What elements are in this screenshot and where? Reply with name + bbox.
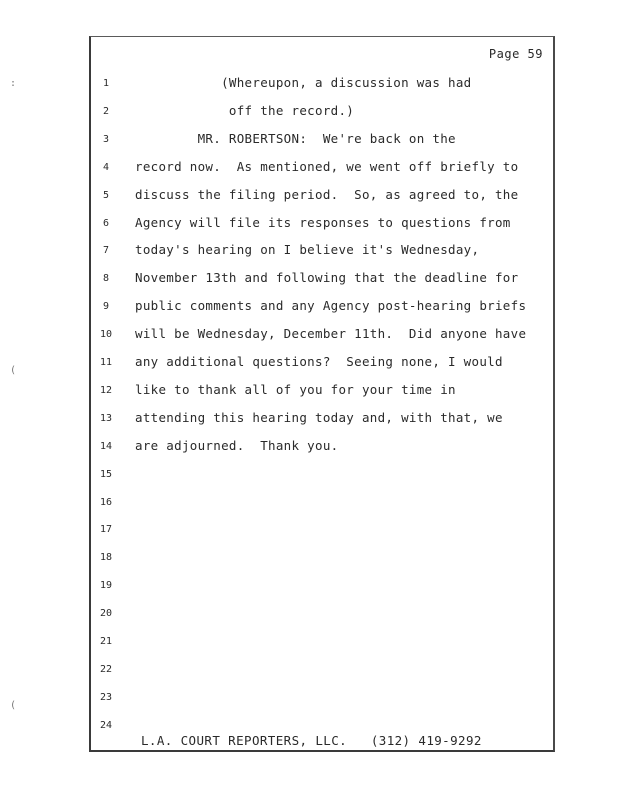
line-number: 9 <box>102 301 110 313</box>
transcript-line <box>91 159 553 179</box>
line-text: Agency will file its responses to questions from <box>135 214 511 230</box>
transcript-line <box>91 605 553 625</box>
line-number: 15 <box>99 468 113 480</box>
line-number: 13 <box>99 412 113 424</box>
line-text: public comments and any Agency post-hearing briefs <box>135 298 527 314</box>
transcript-line <box>91 521 553 541</box>
reporter-footer: L.A. COURT REPORTERS, LLC. (312) 419-9292 <box>141 733 482 748</box>
line-number: 16 <box>99 496 113 508</box>
line-number: 11 <box>99 357 113 368</box>
line-number: 22 <box>99 663 113 675</box>
line-number: 18 <box>99 552 113 564</box>
line-number: 4 <box>102 161 110 173</box>
transcript-page <box>89 36 555 752</box>
line-number: 5 <box>102 189 110 201</box>
line-text: attending this hearing today and, with that, we <box>135 409 503 425</box>
margin-mark-middle: ( <box>10 365 17 376</box>
line-number: 20 <box>99 608 113 620</box>
line-text: like to thank all of you for your time in <box>135 381 456 397</box>
line-text: November 13th and following that the deadline for <box>135 270 519 286</box>
transcript-line <box>91 438 553 458</box>
transcript-line <box>91 326 553 346</box>
transcript-line <box>91 494 553 514</box>
transcript-line <box>91 354 553 374</box>
transcript-line <box>91 215 553 235</box>
line-text: any additional questions? Seeing none, I would <box>135 354 503 369</box>
line-number: 19 <box>99 580 113 592</box>
line-number: 6 <box>102 217 110 229</box>
transcript-line <box>91 103 553 123</box>
line-text: are adjourned. Thank you. <box>135 437 339 453</box>
margin-mark-top: : <box>10 78 17 89</box>
transcript-line <box>91 298 553 318</box>
line-number: 14 <box>99 440 113 452</box>
transcript-line <box>91 549 553 569</box>
transcript-line <box>91 661 553 681</box>
line-number: 8 <box>102 273 110 285</box>
line-number: 23 <box>99 691 113 703</box>
line-number: 7 <box>102 245 110 257</box>
margin-mark-bottom: ( <box>10 700 17 711</box>
transcript-line <box>91 382 553 402</box>
line-number: 12 <box>99 384 113 396</box>
line-number: 1 <box>102 78 110 89</box>
transcript-line <box>91 577 553 597</box>
line-text: today's hearing on I believe it's Wednesday, <box>135 242 480 258</box>
line-text: record now. As mentioned, we went off briefly to <box>135 158 519 174</box>
line-number: 3 <box>102 133 110 145</box>
line-text: (Whereupon, a discussion was had <box>135 75 472 90</box>
transcript-line <box>91 410 553 430</box>
transcript-line <box>91 633 553 653</box>
transcript-line <box>91 689 553 709</box>
transcript-line <box>91 187 553 207</box>
line-number: 2 <box>102 105 110 117</box>
line-text: off the record.) <box>135 102 355 118</box>
page-number: Page 59 <box>488 47 543 61</box>
line-number: 24 <box>99 719 113 731</box>
line-text: MR. ROBERTSON: We're back on the <box>135 130 456 146</box>
transcript-line <box>91 466 553 486</box>
transcript-line <box>91 270 553 290</box>
transcript-line <box>91 75 553 95</box>
line-number: 17 <box>99 524 113 536</box>
line-number: 10 <box>99 329 113 341</box>
transcript-line <box>91 131 553 151</box>
line-text: discuss the filing period. So, as agreed to, the <box>135 186 519 202</box>
line-number: 21 <box>99 636 113 647</box>
transcript-line <box>91 242 553 262</box>
line-text: will be Wednesday, December 11th. Did anyone have <box>135 326 527 342</box>
